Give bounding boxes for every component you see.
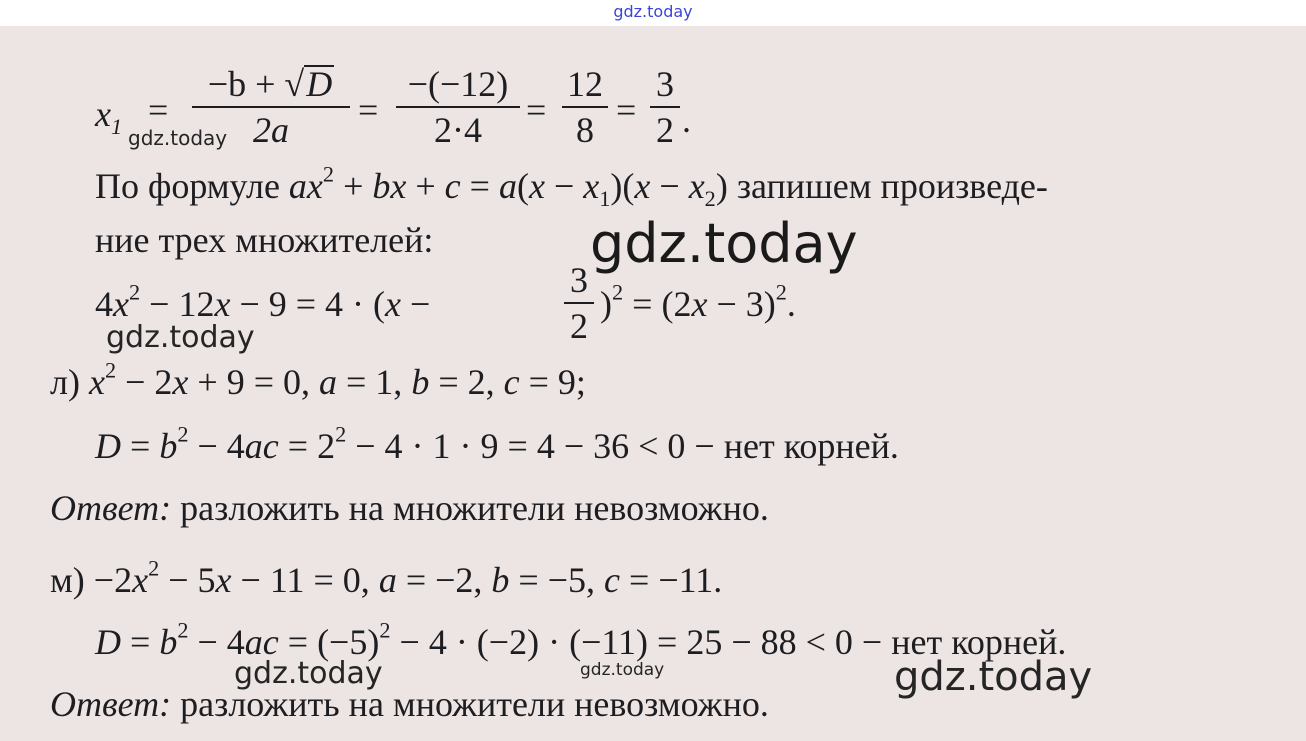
eq1-period: .: [682, 100, 691, 140]
eq1-equals-3: =: [526, 90, 547, 130]
watermark: gdz.today: [590, 212, 858, 275]
eq3-fraction: 3 2: [564, 260, 594, 346]
eq1-equals-2: =: [358, 90, 379, 130]
top-watermark: gdz.today: [613, 2, 693, 21]
part-m-discriminant: $D = b^2 - 4ac = (-5)^2 - 4 \cdot (-2) \cdot (-11) = 25 - 88 < 0$ − нет корней.: [95, 617, 1067, 662]
watermark: gdz.today: [580, 660, 665, 680]
eq1-equals-1: =: [148, 90, 169, 130]
textbook-page: [0, 26, 1306, 741]
watermark: gdz.today: [234, 656, 383, 691]
answer-1: Ответ: разложить на множители невозможно.: [50, 488, 769, 528]
eq3-right: )$^2 = (2x - 3)^2$.: [600, 279, 796, 324]
part-m-equation: $м) -2x^2 - 5x - 11 = 0$, a = −2, b = −5, c = −11.: [50, 555, 723, 600]
eq1-equals-4: =: [616, 90, 637, 130]
eq1-fraction-3: 12 8: [562, 64, 608, 150]
formula-line-2: ние трех множителей:: [95, 220, 434, 260]
eq1-fraction-4: 3 2: [650, 64, 680, 150]
watermark: gdz.today: [894, 654, 1093, 700]
formula-line: По формуле $ax^2$ + bx + $c = a(x - x_1)(x - x_2)$ запишем произведе-: [95, 161, 1048, 211]
answer-2: Ответ: разложить на множители невозможно.: [50, 684, 769, 724]
eq3-left: $4x^2 - 12x - 9 = 4 \cdot (x$ −: [95, 279, 431, 324]
part-l-equation: л) $x^2 - 2x + 9 = 0$, a = 1, b = 2, c = 9;: [50, 357, 586, 402]
watermark: gdz.today: [106, 320, 255, 355]
eq1-fraction-1: −b + √D 2a: [192, 64, 350, 150]
watermark: gdz.today: [128, 126, 228, 150]
part-l-discriminant: $D = b^2 - 4ac = 2^2 - 4 \cdot 1 \cdot 9 = 4 - 36 < 0$ − нет корней.: [95, 421, 899, 466]
eq1-lhs: $x_1$: [95, 94, 123, 139]
eq1-fraction-2: −(−12) 2·4: [396, 64, 520, 150]
